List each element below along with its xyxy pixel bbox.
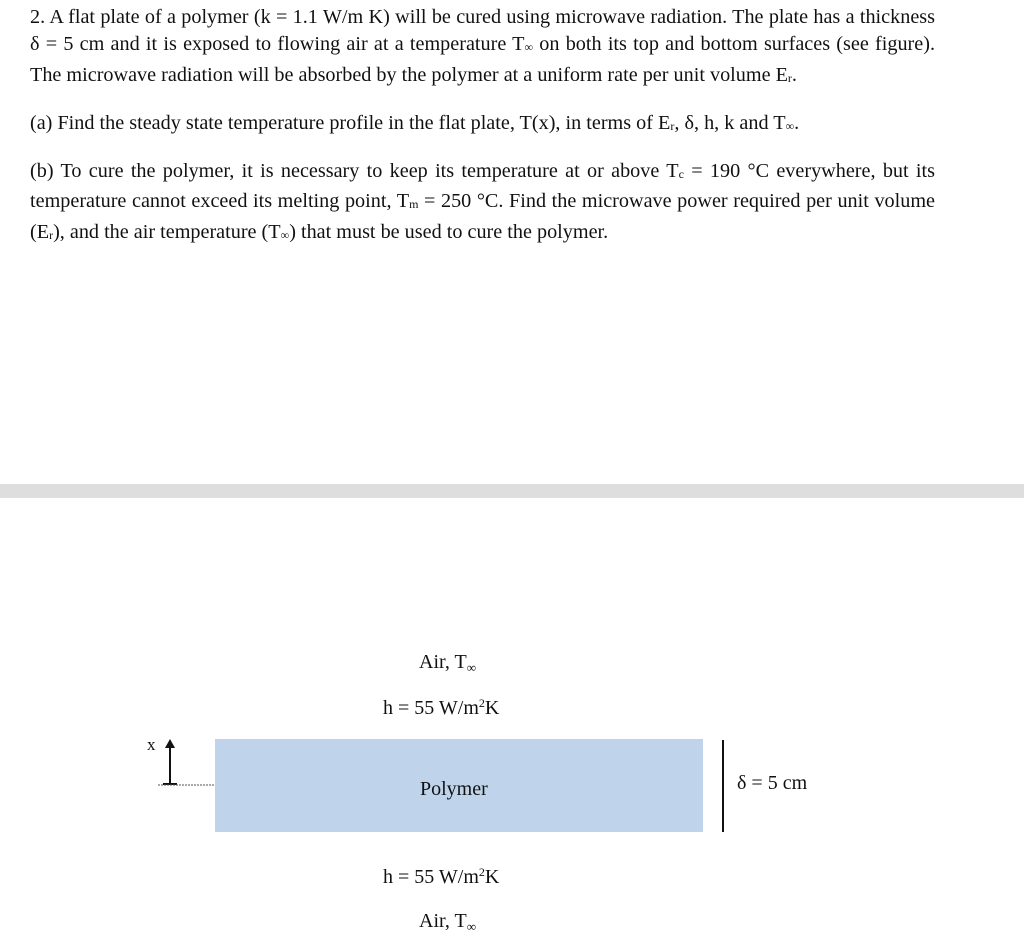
top-air-label: Air, $T_\infty$	[419, 651, 476, 675]
x-axis-label: x	[147, 735, 156, 754]
problem-part-a: (a) Find the steady state temperature profile in the flat plate, T(x), in terms of Er, δ, h, k and T∞.	[30, 111, 800, 134]
thickness-label: δ = 5 cm	[737, 772, 808, 794]
bottom-air-label: Air, $T_\infty$	[419, 910, 476, 934]
page-separator	[0, 484, 1024, 498]
polymer-label: Polymer	[420, 778, 488, 800]
bottom-h-label: h = 55 $W/m^2K$	[383, 865, 500, 888]
problem-intro: 2. A flat plate of a polymer (k = 1.1 W/m K) will be cured using microwave radiation. The plate has a thickness δ = 5 cm and it is exposed to flowing air at a temperature T∞ on both its top and bottom surfaces (see figure). The microwave radiation will be absorbed by the polymer at a uniform rate per unit volume Er.	[30, 6, 935, 86]
thickness-line	[718, 738, 728, 834]
problem-part-b: (b) To cure the polymer, it is necessary to keep its temperature at or above Tc = 190 °C everywhere, but its temperature cannot exceed its melting point, Tm = 250 °C. Find the microwave power required per unit volume (Er), and the air temperature (T∞) that must be used to cure the polymer.	[30, 160, 935, 243]
top-h-label: h = 55 $W/m^2K$	[383, 696, 500, 719]
problem-statement	[30, 4, 935, 249]
